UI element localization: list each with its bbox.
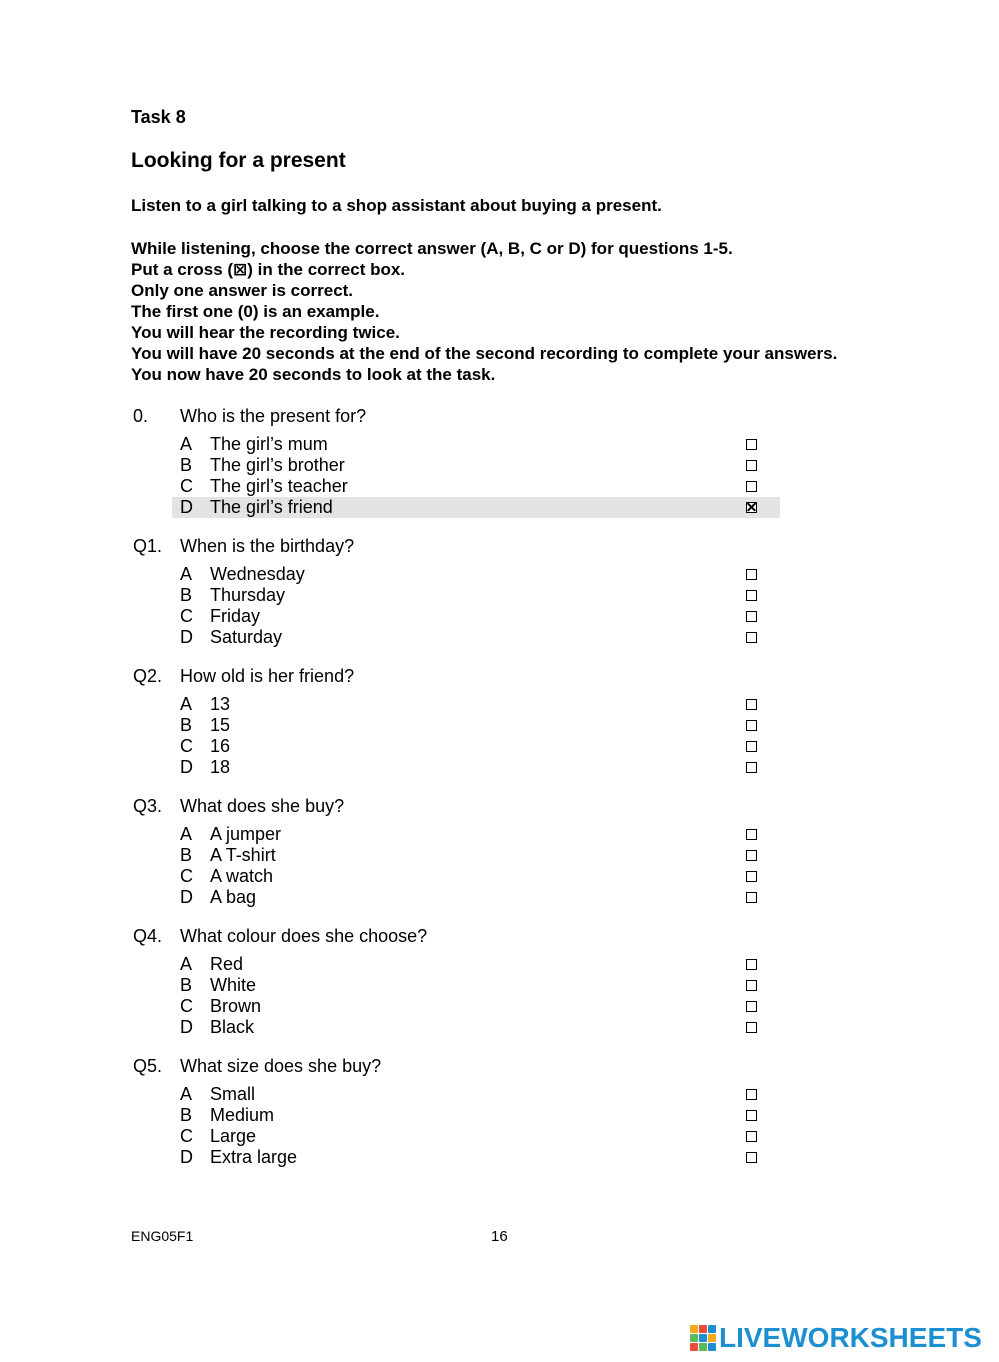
answer-checkbox[interactable] bbox=[746, 720, 757, 731]
option-letter: A bbox=[180, 694, 193, 714]
answer-checkbox[interactable] bbox=[746, 1110, 757, 1121]
answer-checkbox[interactable] bbox=[746, 959, 757, 970]
answer-checkbox-checked[interactable] bbox=[746, 502, 757, 513]
instruction-line: You will hear the recording twice. bbox=[131, 323, 400, 342]
page-title: Looking for a present bbox=[131, 149, 346, 172]
intro-text: Listen to a girl talking to a shop assistant about buying a present. bbox=[131, 196, 662, 215]
answer-checkbox[interactable] bbox=[746, 611, 757, 622]
option-letter: B bbox=[180, 455, 193, 475]
page-number: 16 bbox=[491, 1228, 508, 1245]
option-letter: A bbox=[180, 824, 193, 844]
option-letter: B bbox=[180, 975, 193, 995]
option-text: The girl’s brother bbox=[210, 455, 345, 475]
option-text: 13 bbox=[210, 694, 231, 714]
option-text: Thursday bbox=[210, 585, 286, 605]
option-letter: D bbox=[180, 1017, 193, 1037]
question-number: Q3. bbox=[133, 796, 163, 816]
logo-text: LIVEWORKSHEETS bbox=[719, 1322, 982, 1353]
option-letter: C bbox=[180, 606, 193, 626]
option-text: The girl’s teacher bbox=[210, 476, 348, 496]
question-text: Who is the present for? bbox=[180, 406, 367, 426]
answer-checkbox[interactable] bbox=[746, 439, 757, 450]
option-text: Small bbox=[210, 1084, 256, 1104]
option-letter: D bbox=[180, 757, 193, 777]
instruction-line: You now have 20 seconds to look at the task. bbox=[131, 365, 496, 384]
option-letter: A bbox=[180, 434, 193, 454]
instructions bbox=[131, 238, 837, 385]
question-number: Q4. bbox=[133, 926, 163, 946]
logo-grid-icon bbox=[690, 1325, 716, 1351]
question-text: What does she buy? bbox=[180, 796, 345, 816]
instruction-line: Put a cross (⊠) in the correct box. bbox=[131, 260, 406, 279]
instruction-line: While listening, choose the correct answer (A, B, C or D) for questions 1-5. bbox=[131, 239, 733, 258]
liveworksheets-logo bbox=[690, 1322, 982, 1354]
option-text: 15 bbox=[210, 715, 231, 735]
answer-checkbox[interactable] bbox=[746, 871, 757, 882]
option-text: A bag bbox=[210, 887, 257, 907]
answer-checkbox[interactable] bbox=[746, 481, 757, 492]
answer-checkbox[interactable] bbox=[746, 590, 757, 601]
option-text: Extra large bbox=[210, 1147, 298, 1167]
option-letter: C bbox=[180, 1126, 193, 1146]
question-text: When is the birthday? bbox=[180, 536, 355, 556]
option-text: 16 bbox=[210, 736, 231, 756]
option-letter: B bbox=[180, 715, 193, 735]
option-text: The girl’s mum bbox=[210, 434, 328, 454]
instruction-line: You will have 20 seconds at the end of the second recording to complete your answers. bbox=[131, 344, 838, 363]
question-text: What size does she buy? bbox=[180, 1056, 382, 1076]
task-label: Task 8 bbox=[131, 107, 186, 127]
answer-checkbox[interactable] bbox=[746, 850, 757, 861]
answer-checkbox[interactable] bbox=[746, 1089, 757, 1100]
option-letter: D bbox=[180, 497, 193, 517]
answer-checkbox[interactable] bbox=[746, 699, 757, 710]
option-text: Wednesday bbox=[210, 564, 305, 584]
option-letter: B bbox=[180, 845, 193, 865]
option-letter: A bbox=[180, 954, 193, 974]
instruction-line: Only one answer is correct. bbox=[131, 281, 354, 300]
question-number: Q5. bbox=[133, 1056, 163, 1076]
instruction-line: The first one (0) is an example. bbox=[131, 302, 380, 321]
answer-checkbox[interactable] bbox=[746, 1131, 757, 1142]
option-letter: A bbox=[180, 564, 193, 584]
option-letter: B bbox=[180, 585, 193, 605]
option-letter: D bbox=[180, 887, 193, 907]
option-text: Black bbox=[210, 1017, 255, 1037]
question-number: Q1. bbox=[133, 536, 163, 556]
answer-checkbox[interactable] bbox=[746, 892, 757, 903]
question-text: How old is her friend? bbox=[180, 666, 355, 686]
option-text: A jumper bbox=[210, 824, 282, 844]
document-code: ENG05F1 bbox=[131, 1228, 194, 1244]
answer-checkbox[interactable] bbox=[746, 1152, 757, 1163]
option-text: Saturday bbox=[210, 627, 283, 647]
option-text: 18 bbox=[210, 757, 231, 777]
option-text: Large bbox=[210, 1126, 257, 1146]
option-letter: C bbox=[180, 736, 193, 756]
option-letter: C bbox=[180, 866, 193, 886]
option-letter: B bbox=[180, 1105, 193, 1125]
option-text: White bbox=[210, 975, 257, 995]
answer-checkbox[interactable] bbox=[746, 980, 757, 991]
option-letter: C bbox=[180, 996, 193, 1016]
answer-checkbox[interactable] bbox=[746, 569, 757, 580]
option-text: The girl’s friend bbox=[210, 497, 333, 517]
answer-checkbox[interactable] bbox=[746, 1001, 757, 1012]
answer-checkbox[interactable] bbox=[746, 460, 757, 471]
option-letter: A bbox=[180, 1084, 193, 1104]
answer-checkbox[interactable] bbox=[746, 741, 757, 752]
option-letter: D bbox=[180, 1147, 193, 1167]
option-text: Brown bbox=[210, 996, 262, 1016]
option-text: Red bbox=[210, 954, 244, 974]
question-number: 0. bbox=[133, 406, 149, 426]
question-number: Q2. bbox=[133, 666, 163, 686]
option-text: Friday bbox=[210, 606, 261, 626]
answer-checkbox[interactable] bbox=[746, 762, 757, 773]
question-text: What colour does she choose? bbox=[180, 926, 428, 946]
option-text: Medium bbox=[210, 1105, 275, 1125]
option-text: A T-shirt bbox=[210, 845, 276, 865]
option-letter: D bbox=[180, 627, 193, 647]
answer-checkbox[interactable] bbox=[746, 829, 757, 840]
option-letter: C bbox=[180, 476, 193, 496]
answer-checkbox[interactable] bbox=[746, 1022, 757, 1033]
option-text: A watch bbox=[210, 866, 274, 886]
answer-checkbox[interactable] bbox=[746, 632, 757, 643]
